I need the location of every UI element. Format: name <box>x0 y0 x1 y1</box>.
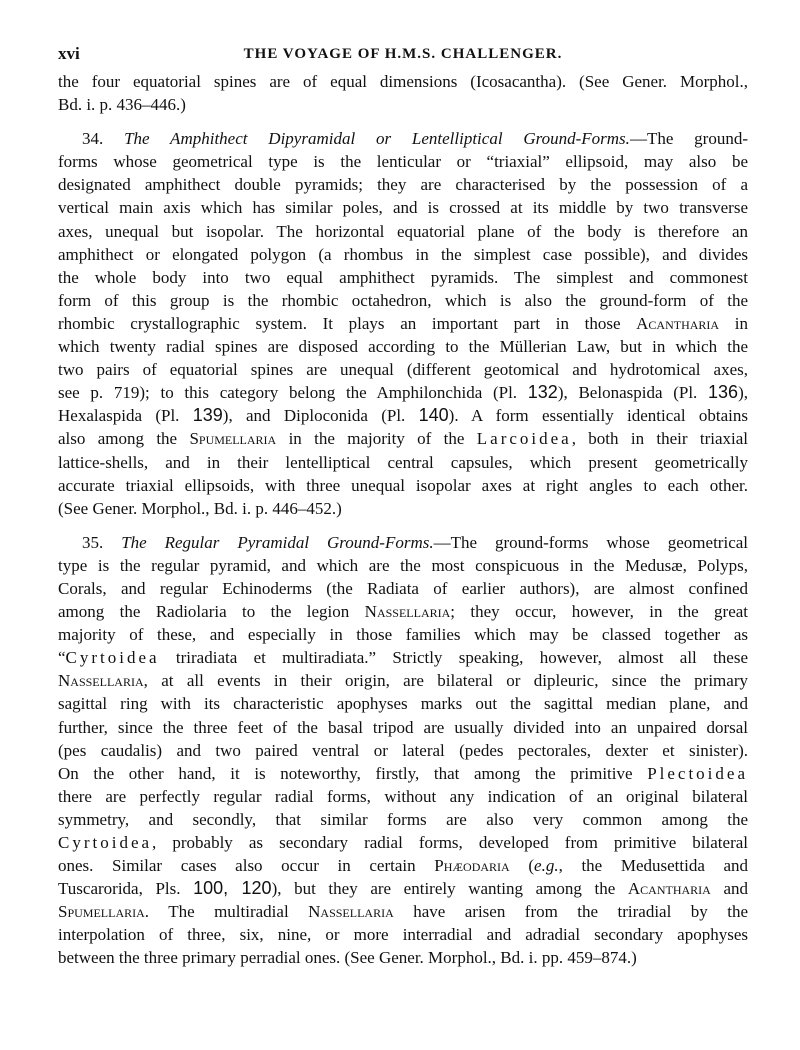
page-number: xvi <box>58 44 80 63</box>
text-line <box>58 600 748 623</box>
text-fragment: among the Radiolaria to the legion <box>58 602 350 622</box>
text-fragment: rhombic crystallographic system. It plays an important part in those <box>58 313 621 333</box>
text-line <box>58 127 748 150</box>
text-line: accurate triaxial ellipsoids, with three unequal isopolar axes at right angles to each other. <box>58 475 748 495</box>
text-fragment: ; they occur, however, in the great <box>450 602 749 622</box>
paragraph-35 <box>58 531 748 970</box>
text-line <box>58 427 748 450</box>
taxon-acantharia: Acantharia <box>627 879 711 899</box>
text-line <box>58 854 748 877</box>
text-fragment: —The ground- <box>629 129 748 149</box>
plate-number: 132 <box>527 382 558 403</box>
text-line: majority of these, and especially in those families which may be classed together as <box>58 625 748 645</box>
paragraph-34 <box>58 127 748 520</box>
text-fragment: in the majority of the <box>288 429 465 449</box>
text-line <box>58 646 748 669</box>
text-fragment: in <box>734 313 748 333</box>
taxon-plectoidea: Plectoidea <box>647 763 748 783</box>
taxon-spumellaria: Spumellaria <box>58 902 145 922</box>
text-fragment: also among the <box>58 429 178 449</box>
text-fragment: ones. Similar cases also occur in certain <box>58 856 416 876</box>
plate-number: 136 <box>708 382 739 403</box>
text-fragment: “ <box>58 648 66 668</box>
taxon-nassellaria: Nassellaria <box>308 902 394 922</box>
text-line: lattice-shells, and in their lentelliptical central capsules, which present geometrically <box>58 452 748 472</box>
text-line <box>58 762 748 785</box>
taxon-cyrtoidea: Cyrtoidea <box>58 833 153 852</box>
text-line: which twenty radial spines are disposed according to the Müllerian Law, but in which the <box>58 337 748 357</box>
text-line: forms whose geometrical type is the lenticular or “triaxial” ellipsoid, may also be <box>58 152 748 172</box>
running-title: THE VOYAGE OF H.M.S. CHALLENGER. <box>243 46 563 62</box>
taxon-acantharia: Acantharia <box>636 313 720 333</box>
text-line: interpolation of three, six, nine, or more interradial and adradial secondary apophyses <box>58 925 748 945</box>
text-line: between the three primary perradial ones. (See Gener. Morphol., Bd. i. pp. 459–874.) <box>58 948 637 968</box>
text-fragment: Hexalaspida (Pl. <box>58 406 180 426</box>
text-fragment: Tuscarorida, Pls. <box>58 879 181 899</box>
text-line: axes, unequal but isopolar. The horizontal equatorial plane of the body is therefore an <box>58 221 748 241</box>
taxon-cyrtoidea: Cyrtoidea <box>65 648 160 668</box>
text-line: there are perfectly regular radial forms, without any indication of an original bilateral <box>58 786 748 806</box>
text-line: two pairs of equatorial spines are unequal (different geotomical and hydrotomical axes, <box>58 360 748 380</box>
text-fragment: and <box>723 879 749 899</box>
section-number: 35. <box>82 532 104 552</box>
text-line: amphithect or elongated polygon (a rhombus in the simplest case possible), and divides <box>58 244 748 264</box>
text-line <box>58 312 748 335</box>
taxon-larcoidea: Larcoidea <box>476 429 572 449</box>
plate-number: 100, 120 <box>193 878 272 899</box>
page-header <box>58 44 748 70</box>
taxon-phaeodaria: Phæodaria <box>434 856 510 876</box>
section-title: The Regular Pyramidal Ground-Forms. <box>121 532 434 552</box>
text-line: vertical main axis which has similar poles, and is crossed at its middle by two transverse <box>58 198 748 218</box>
text-line <box>58 831 748 854</box>
plate-number: 139 <box>192 405 223 426</box>
section-title: The Amphithect Dipyramidal or Lentelliptical Ground-Forms. <box>124 129 630 149</box>
text-line: (See Gener. Morphol., Bd. i. p. 446–452.) <box>58 498 342 518</box>
text-fragment: , at all events in their origin, are bilateral or dipleuric, since the primary <box>143 671 748 691</box>
text-line: further, since the three feet of the basal tripod are usually divided into an unpaired dorsal <box>58 717 748 737</box>
text-line <box>58 877 748 900</box>
text-line: designated amphithect double pyramids; they are characterised by the possession of a <box>58 175 748 195</box>
text-fragment: have arisen from the triradial by the <box>413 902 748 922</box>
text-fragment: triradiata et multiradiata.” Strictly speaking, however, almost all these <box>175 648 748 668</box>
text-line: (pes caudalis) and two paired ventral or lateral (pedes pectorales, dexter et sinister). <box>58 740 748 760</box>
text-fragment: On the other hand, it is noteworthy, firstly, that among the primitive <box>58 763 633 783</box>
section-number: 34. <box>82 129 104 149</box>
text-line: symmetry, and secondly, that similar forms are also very common among the <box>58 809 748 829</box>
text-fragment: ), <box>738 383 748 403</box>
text-line <box>58 900 748 923</box>
text-fragment: , both in their triaxial <box>571 429 749 449</box>
text-line: sagittal ring with its characteristic apophyses marks out the sagittal median plane, and <box>58 694 748 714</box>
text-line <box>58 404 748 427</box>
text-fragment: ( <box>528 856 535 876</box>
text-line: Bd. i. p. 436–446.) <box>58 95 186 115</box>
text-fragment: ), and Diploconida (Pl. <box>222 406 406 426</box>
body-text <box>58 70 748 970</box>
text-fragment: ), but they are entirely wanting among the <box>271 879 616 899</box>
taxon-spumellaria: Spumellaria <box>189 429 277 449</box>
text-line: type is the regular pyramid, and which are the most conspicuous in the Medusæ, Polyps, <box>58 555 748 575</box>
text-fragment: —The ground-forms whose geometrical <box>433 532 749 552</box>
text-fragment: see p. 719); to this category belong the Amphilonchida (Pl. <box>58 383 518 403</box>
text-line: Corals, and regular Echinoderms (the Radiata of earlier authors), are almost confined <box>58 578 748 598</box>
text-fragment: . The multiradial <box>144 902 289 922</box>
text-fragment: ). A form essentially identical obtains <box>448 406 748 426</box>
text-fragment: , probably as secondary radial forms, developed from primitive bilateral <box>152 833 748 852</box>
book-page <box>58 44 748 981</box>
paragraph-intro <box>58 70 748 116</box>
taxon-nassellaria: Nassellaria <box>58 671 144 691</box>
text-fragment: ), Belonaspida (Pl. <box>557 383 698 403</box>
taxon-nassellaria: Nassellaria <box>364 602 451 622</box>
text-line: the whole body into two equal amphithect pyramids. The simplest and commonest <box>58 267 748 287</box>
text-line <box>58 381 748 404</box>
text-line <box>58 531 748 554</box>
text-fragment: , the Medusettida and <box>558 856 749 876</box>
plate-number: 140 <box>418 405 449 426</box>
text-line: the four equatorial spines are of equal dimensions (Icosacantha). (See Gener. Morphol., <box>58 72 748 91</box>
text-fragment: e.g. <box>534 856 559 876</box>
text-line: form of this group is the rhombic octahedron, which is also the ground-form of the <box>58 290 748 310</box>
text-line <box>58 669 748 692</box>
